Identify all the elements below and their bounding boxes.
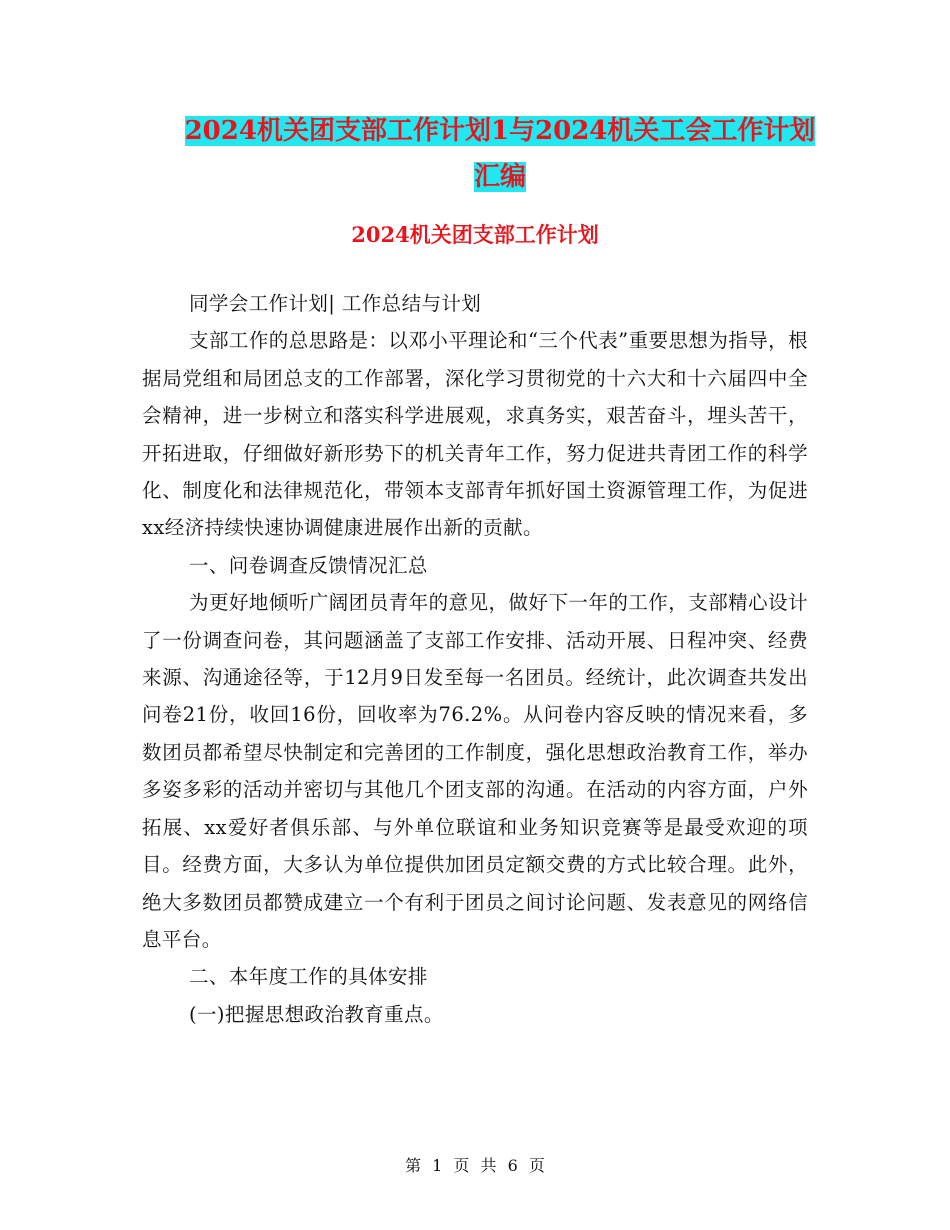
paragraph-heading: 二、本年度工作的具体安排 xyxy=(189,965,428,989)
paragraph-heading: 一、问卷调查反馈情况汇总 xyxy=(189,553,428,577)
document-body xyxy=(142,285,808,1033)
document-title xyxy=(140,108,860,200)
section-title: 2024机关团支部工作计划 xyxy=(351,222,599,247)
paragraph: 支部工作的总思路是：以邓小平理论和“三个代表”重要思想为指导，根据局党组和局团总支的工作部署，深化学习贯彻党的十六大和十六届四中全会精神，进一步树立和落实科学进展观，求真务实，艰苦奋斗，埋头苦干，开拓进取，仔细做好新形势下的机关青年工作，努力促进共青团工作的科学化、制度化和法律规范化，带领本支部青年抓好国土资源管理工作，为促进xx经济持续快速协调健康进展作出新的贡献。 xyxy=(142,329,808,540)
page-footer: 第 1 页 共 6 页 xyxy=(405,1156,545,1175)
document-title-line2: 汇编 xyxy=(473,162,526,192)
paragraph: 同学会工作计划| 工作总结与计划 xyxy=(189,292,482,315)
paragraph: 为更好地倾听广阔团员青年的意见，做好下一年的工作，支部精心设计了一份调查问卷，其问题涵盖了支部工作安排、活动开展、日程冲突、经费来源、沟通途径等，于12月9日发至每一名团员。经统计，此次调查共发出问卷21份，收回16份，回收率为76.2%。从问卷内容反映的情况来看，多数团员都希望尽快制定和完善团的工作制度，强化思想政治教育工作，举办多姿多彩的活动并密切与其他几个团支部的沟通。在活动的内容方面，户外拓展、xx爱好者俱乐部、与外单位联谊和业务知识竞赛等是最受欢迎的项目。经费方面，大多认为单位提供加团员定额交费的方式比较合理。此外，绝大多数团员都赞成建立一个有利于团员之间讨论问题、发表意见的网络信息平台。 xyxy=(142,591,808,951)
document-title-line1: 2024机关团支部工作计划1与2024机关工会工作计划 xyxy=(184,116,816,146)
paragraph-subheading: (一)把握思想政治教育重点。 xyxy=(189,1002,444,1026)
